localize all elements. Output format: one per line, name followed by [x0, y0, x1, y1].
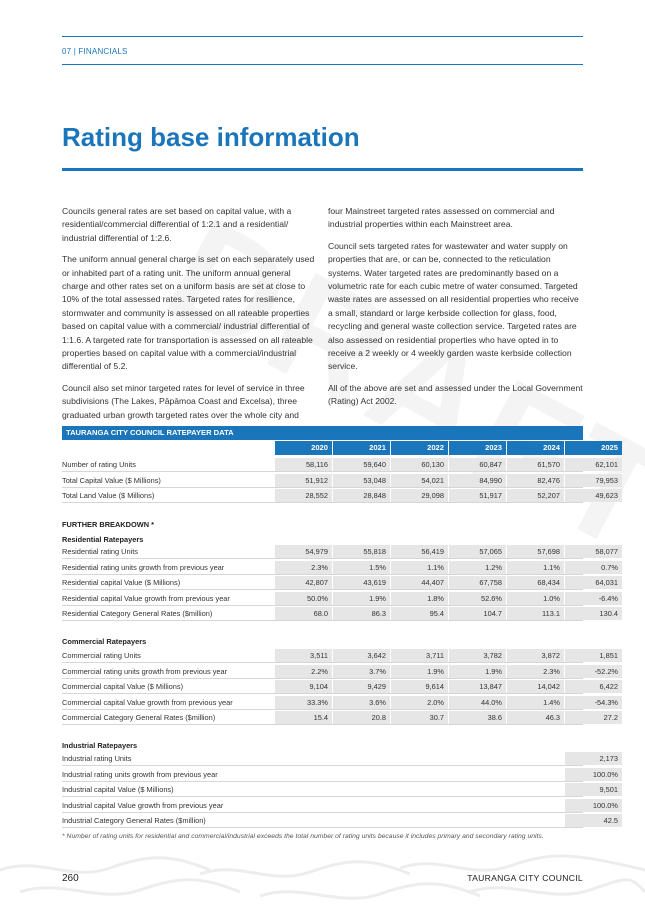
row-value: 15.4	[275, 711, 332, 724]
row-value: 68,434	[507, 576, 564, 589]
row-value: 56,419	[391, 545, 448, 558]
row-value: 104.7	[449, 607, 506, 620]
row-value: 1.9%	[333, 592, 390, 605]
row-label: Industrial capital Value ($ Millions)	[62, 785, 174, 795]
row-label: Commercial rating Units	[62, 651, 141, 660]
year-header-2025: 2025	[565, 441, 622, 455]
row-value: 13,847	[449, 680, 506, 693]
row-value: 62,101	[565, 458, 622, 471]
row-value: 57,698	[507, 545, 564, 558]
table-row	[62, 560, 618, 575]
row-label: Commercial capital Value growth from previous year	[62, 697, 233, 707]
row-value: 44.0%	[449, 696, 506, 709]
section-divider	[62, 64, 583, 65]
row-value: 58,116	[275, 458, 332, 471]
row-value: 1.1%	[507, 561, 564, 574]
body-paragraph: Council also set minor targeted rates for level of service in three subdivisions (The Lakes, Pāpāmoa Coast and Excelsa), three graduated urban growth targeted rates over the whole city and	[62, 382, 305, 420]
row-value: -52.2%	[565, 665, 622, 678]
row-value: 61,570	[507, 458, 564, 471]
row-label: Residential rating Units	[62, 547, 138, 556]
row-label: Commercial Category General Rates ($million)	[62, 713, 216, 723]
table-row	[62, 751, 618, 766]
page-title: Rating base information	[62, 122, 360, 152]
year-header-2021: 2021	[333, 441, 390, 455]
row-value: 28,552	[275, 489, 332, 502]
table-row	[62, 488, 618, 503]
table-row	[62, 575, 618, 590]
year-header-2024: 2024	[507, 441, 564, 455]
row-value: 50.0%	[275, 592, 332, 605]
body-column-right	[328, 205, 583, 417]
row-divider	[62, 502, 583, 503]
row-value: 30.7	[391, 711, 448, 724]
row-value: 49,623	[565, 489, 622, 502]
row-value: 67,758	[449, 576, 506, 589]
table-row	[62, 767, 618, 782]
row-value: 33.3%	[275, 696, 332, 709]
row-value: 0.7%	[565, 561, 622, 574]
row-value: 54,979	[275, 545, 332, 558]
row-value: 54,021	[391, 474, 448, 487]
row-value: -6.4%	[565, 592, 622, 605]
row-label: Residential rating units growth from previous year	[62, 562, 225, 572]
row-value: 113.1	[507, 607, 564, 620]
row-value: 82,476	[507, 474, 564, 487]
page-number: 260	[62, 873, 79, 884]
table-row	[62, 544, 618, 559]
row-value: 9,429	[333, 680, 390, 693]
row-value: 55,818	[333, 545, 390, 558]
row-value: 100.0%	[565, 768, 622, 781]
row-value: 9,501	[565, 783, 622, 796]
row-label: Commercial capital Value ($ Millions)	[62, 682, 184, 692]
row-value: 9,614	[391, 680, 448, 693]
year-header-2023: 2023	[449, 441, 506, 455]
table-row	[62, 710, 618, 725]
row-value: 1.0%	[507, 592, 564, 605]
row-label: Industrial capital Value growth from previous year	[62, 800, 224, 810]
body-paragraph: Councils general rates are set based on capital value, with a residential/commercial differential of 1:2.1 and a residential/ industrial differential of 1:2.6.	[62, 206, 292, 243]
row-value: 3,511	[275, 649, 332, 662]
body-column-left	[62, 205, 317, 430]
table-title: TAURANGA CITY COUNCIL RATEPAYER DATA	[62, 426, 583, 440]
header-rule	[62, 36, 583, 37]
body-paragraph: The uniform annual general charge is set on each separately used or inhabited part of a rating unit. The uniform annual general charge and other rates set on a uniform basis are set at close to 10% of the total assessed rates. Targeted rates for resilience, stormwater and community is assessed on all rateable properties based on capital value with a commercial/ industrial differential of 1:1.6. A targeted rate for transportation is assessed on all rateable properties based on capital value with a commercial/industrial differential of 5.2.	[62, 254, 315, 372]
row-value: 3.7%	[333, 665, 390, 678]
row-label: Number of rating Units	[62, 460, 136, 469]
residential-heading: Residential Ratepayers	[62, 535, 144, 544]
row-value: 1,851	[565, 649, 622, 662]
row-value: 2.2%	[275, 665, 332, 678]
row-label: Residential capital Value growth from previous year	[62, 593, 230, 603]
row-value: 42.5	[565, 814, 622, 827]
commercial-heading: Commercial Ratepayers	[62, 637, 147, 646]
row-value: 57,065	[449, 545, 506, 558]
row-label: Total Land Value ($ Millions)	[62, 491, 155, 501]
row-label: Commercial rating units growth from previous year	[62, 666, 228, 676]
row-value: 60,847	[449, 458, 506, 471]
footer-organization: TAURANGA CITY COUNCIL	[467, 873, 583, 883]
table-row	[62, 798, 618, 813]
row-value: 9,104	[275, 680, 332, 693]
year-header-2020: 2020	[275, 441, 332, 455]
row-value: 6,422	[565, 680, 622, 693]
table-row	[62, 695, 618, 710]
row-value: 58,077	[565, 545, 622, 558]
row-value: 14,042	[507, 680, 564, 693]
row-value: 64,031	[565, 576, 622, 589]
industrial-heading: Industrial Ratepayers	[62, 741, 138, 750]
row-label: Residential capital Value ($ Millions)	[62, 578, 181, 588]
row-value: 1.2%	[449, 561, 506, 574]
row-value: 79,953	[565, 474, 622, 487]
row-value: 1.9%	[391, 665, 448, 678]
row-value: 1.1%	[391, 561, 448, 574]
row-value: 1.4%	[507, 696, 564, 709]
row-value: 86.3	[333, 607, 390, 620]
row-divider	[62, 827, 583, 828]
row-value: 28,848	[333, 489, 390, 502]
table-row	[62, 648, 618, 663]
table-row	[62, 664, 618, 679]
row-value: -54.3%	[565, 696, 622, 709]
body-paragraph: All of the above are set and assessed under the Local Government (Rating) Act 2002.	[328, 382, 583, 407]
year-header-row	[62, 441, 618, 455]
table-row	[62, 457, 618, 472]
row-label: Total Capital Value ($ Millions)	[62, 475, 161, 485]
row-value: 1.5%	[333, 561, 390, 574]
row-label: Residential Category General Rates ($million)	[62, 609, 213, 619]
row-value: 3,782	[449, 649, 506, 662]
row-value: 52.6%	[449, 592, 506, 605]
title-underline	[62, 168, 583, 171]
row-value: 84,990	[449, 474, 506, 487]
row-value: 20.8	[333, 711, 390, 724]
row-value: 60,130	[391, 458, 448, 471]
table-row	[62, 679, 618, 694]
row-label: Industrial Category General Rates ($million)	[62, 816, 206, 826]
row-value: 53,048	[333, 474, 390, 487]
row-value: 46.3	[507, 711, 564, 724]
row-value: 27.2	[565, 711, 622, 724]
row-value: 51,917	[449, 489, 506, 502]
row-divider	[62, 724, 583, 725]
row-value: 2.3%	[507, 665, 564, 678]
row-value: 3,872	[507, 649, 564, 662]
row-value: 95.4	[391, 607, 448, 620]
row-divider	[62, 620, 583, 621]
year-header-2022: 2022	[391, 441, 448, 455]
row-value: 42,807	[275, 576, 332, 589]
table-row	[62, 473, 618, 488]
row-label: Industrial rating Units	[62, 754, 132, 763]
row-value: 44,407	[391, 576, 448, 589]
row-value: 68.0	[275, 607, 332, 620]
row-value: 2.0%	[391, 696, 448, 709]
row-value: 2,173	[565, 752, 622, 765]
body-paragraph: four Mainstreet targeted rates assessed on commercial and industrial properties within each Mainstreet area.	[328, 206, 555, 230]
row-value: 130.4	[565, 607, 622, 620]
breakdown-heading: FURTHER BREAKDOWN *	[62, 520, 154, 529]
row-value: 29,098	[391, 489, 448, 502]
row-value: 3,711	[391, 649, 448, 662]
table-row	[62, 591, 618, 606]
row-value: 52,207	[507, 489, 564, 502]
row-value: 1.9%	[449, 665, 506, 678]
section-label: 07 | FINANCIALS	[62, 47, 128, 56]
row-label: Industrial rating units growth from previous year	[62, 769, 218, 779]
row-value: 59,640	[333, 458, 390, 471]
row-value: 3.6%	[333, 696, 390, 709]
row-value: 1.8%	[391, 592, 448, 605]
row-value: 3,642	[333, 649, 390, 662]
table-footnote: * Number of rating units for residential and commercial/industrial exceeds the total number of rating units because it includes primary and secondary rating units.	[62, 833, 544, 840]
row-value: 51,912	[275, 474, 332, 487]
table-row	[62, 813, 618, 828]
row-value: 100.0%	[565, 799, 622, 812]
table-row	[62, 606, 618, 621]
table-row	[62, 782, 618, 797]
row-value: 43,619	[333, 576, 390, 589]
body-paragraph: Council sets targeted rates for wastewater and water supply on properties that are, or can be, connected to the reticulation systems. Water targeted rates are predominantly based on a volumetric rate for each cubic metre of water consumed. Targeted waste rates are assessed on all residential properties who receive a small, standard or large kerbside collection for glass, food, recycling and general waste collection service. Targeted rates are also assessed on residential properties who have opted in to receive a 2 weekly or 4 weekly garden waste kerbside collection service.	[328, 240, 579, 372]
row-value: 2.3%	[275, 561, 332, 574]
row-value: 38.6	[449, 711, 506, 724]
